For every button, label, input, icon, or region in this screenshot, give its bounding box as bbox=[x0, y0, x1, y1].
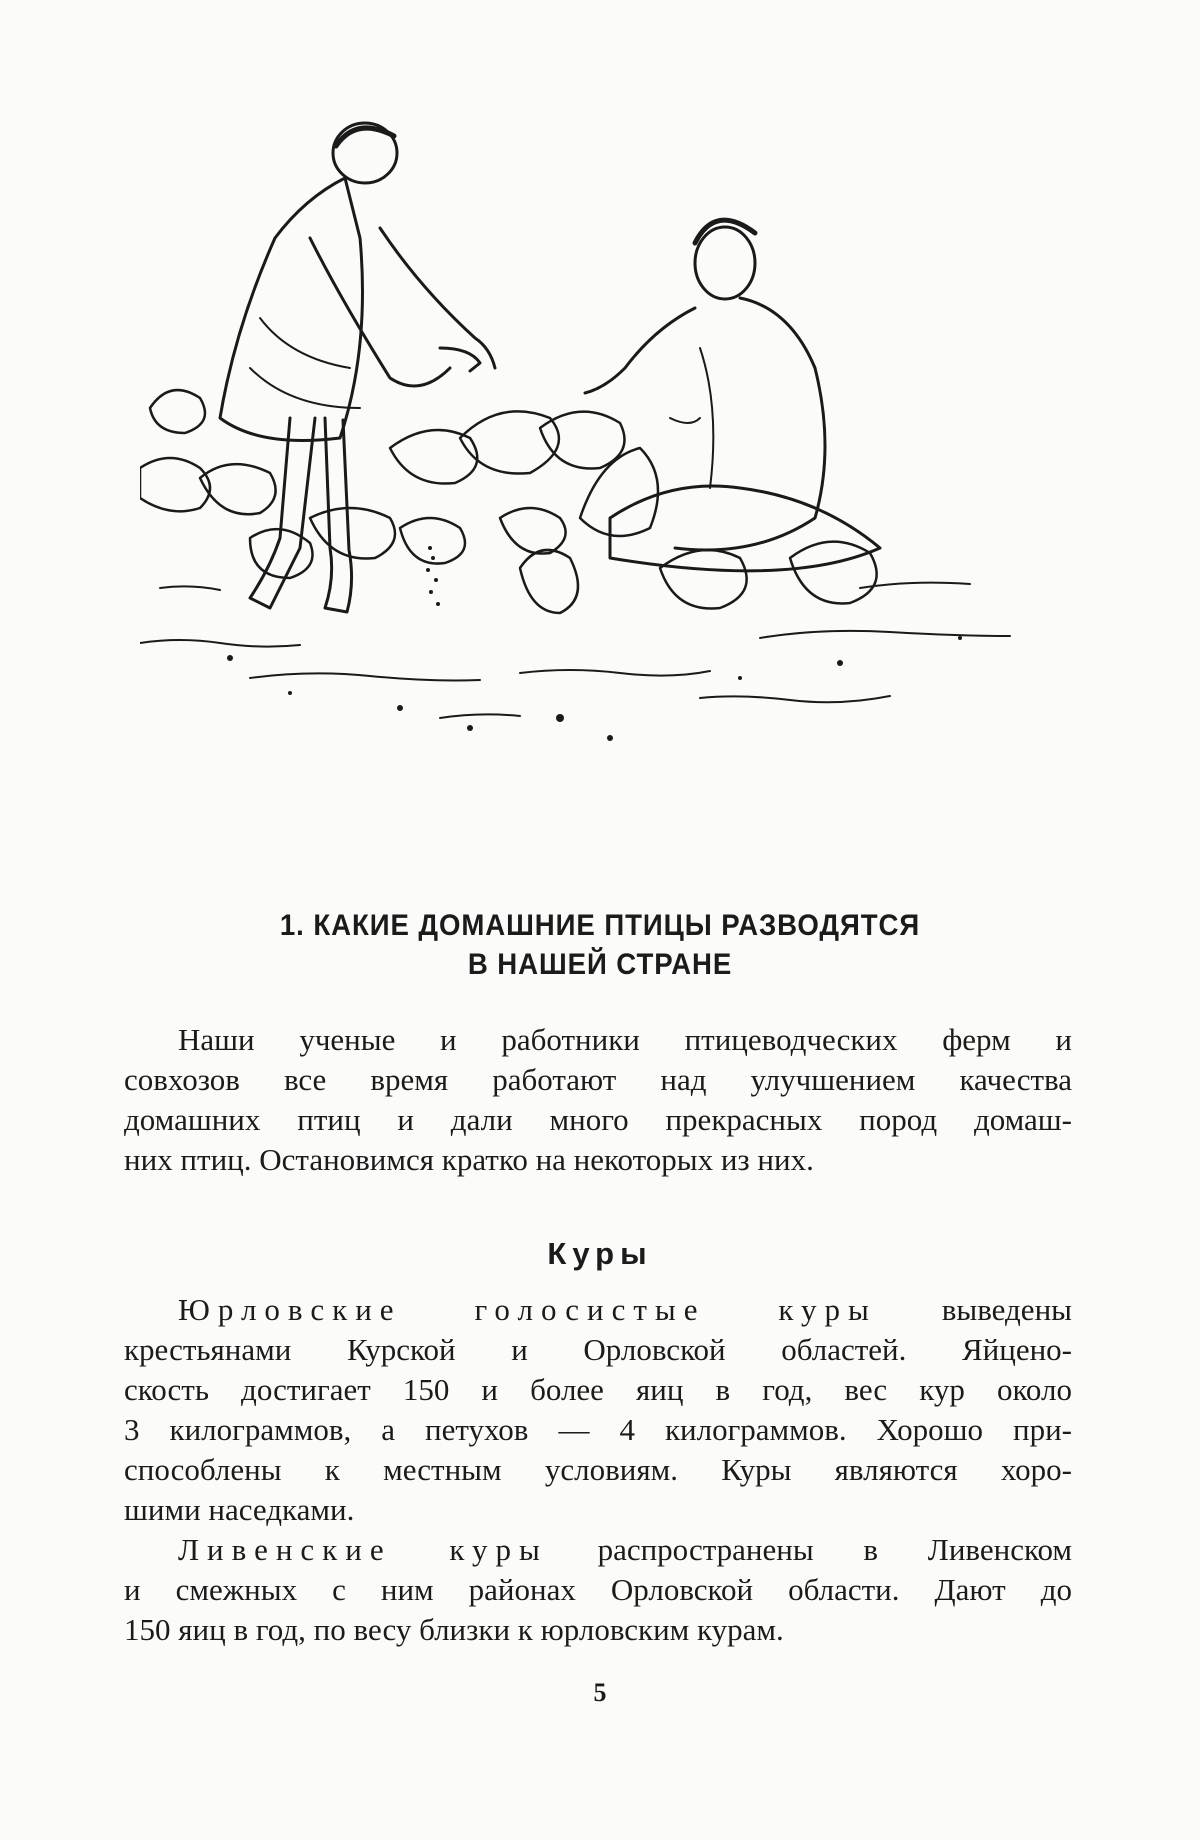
people-feeding-chickens-illustration bbox=[140, 118, 1040, 758]
chapter-heading-line-1: 1. КАКИЕ ДОМАШНИЕ ПТИЦЫ РАЗВОДЯТСЯ bbox=[279, 909, 921, 942]
intro-line-4: них птиц. Остановимся кратко на некоторых из них. bbox=[124, 1142, 814, 1177]
chapter-heading-line-2: В НАШЕЙ СТРАНЕ bbox=[467, 948, 733, 981]
sitting-boy-figure bbox=[585, 220, 880, 571]
intro-paragraph bbox=[124, 1020, 1072, 1180]
paragraph-line bbox=[124, 1290, 1072, 1330]
paragraph-line: 150 яиц в год, по весу близки к юрловским курам. bbox=[124, 1612, 784, 1647]
ground-dots bbox=[227, 546, 962, 741]
paragraph-line: скость достигает 150 и более яиц в год, вес кур около bbox=[124, 1372, 1072, 1407]
intro-line-1: Наши ученые и работники птицеводческих ферм и bbox=[178, 1022, 1072, 1057]
paragraph-line: и смежных с ним районах Орловской области. Дают до bbox=[124, 1572, 1072, 1607]
paragraph-livenskie bbox=[124, 1530, 1072, 1650]
paragraph-yurlovskie bbox=[124, 1290, 1072, 1530]
standing-girl-figure bbox=[220, 123, 495, 612]
breed-name-term: Юрловские голосистые куры bbox=[178, 1292, 877, 1327]
ground-strokes bbox=[140, 583, 1010, 718]
breed-name-term: Ливенские куры bbox=[178, 1532, 548, 1567]
paragraph-line-rest: распространены в Ливенском bbox=[597, 1532, 1072, 1567]
flock-of-chickens bbox=[140, 390, 877, 613]
paragraph-line: шими наседками. bbox=[124, 1492, 355, 1527]
paragraph-line bbox=[124, 1530, 1072, 1570]
chapter-heading bbox=[168, 906, 1033, 984]
paragraph-line: 3 килограммов, а петухов — 4 килограммов. Хорошо при- bbox=[124, 1412, 1072, 1447]
intro-line-2: совхозов все время работают над улучшением качества bbox=[124, 1062, 1072, 1097]
intro-line-3: домашних птиц и дали много прекрасных пород домаш- bbox=[124, 1102, 1072, 1137]
paragraph-line-rest: выведены bbox=[941, 1292, 1072, 1327]
page-number: 5 bbox=[593, 1678, 607, 1707]
section-title: Куры bbox=[547, 1236, 653, 1271]
paragraph-line: способлены к местным условиям. Куры являются хоро- bbox=[124, 1452, 1072, 1487]
paragraph-line: крестьянами Курской и Орловской областей. Яйцено- bbox=[124, 1332, 1072, 1367]
